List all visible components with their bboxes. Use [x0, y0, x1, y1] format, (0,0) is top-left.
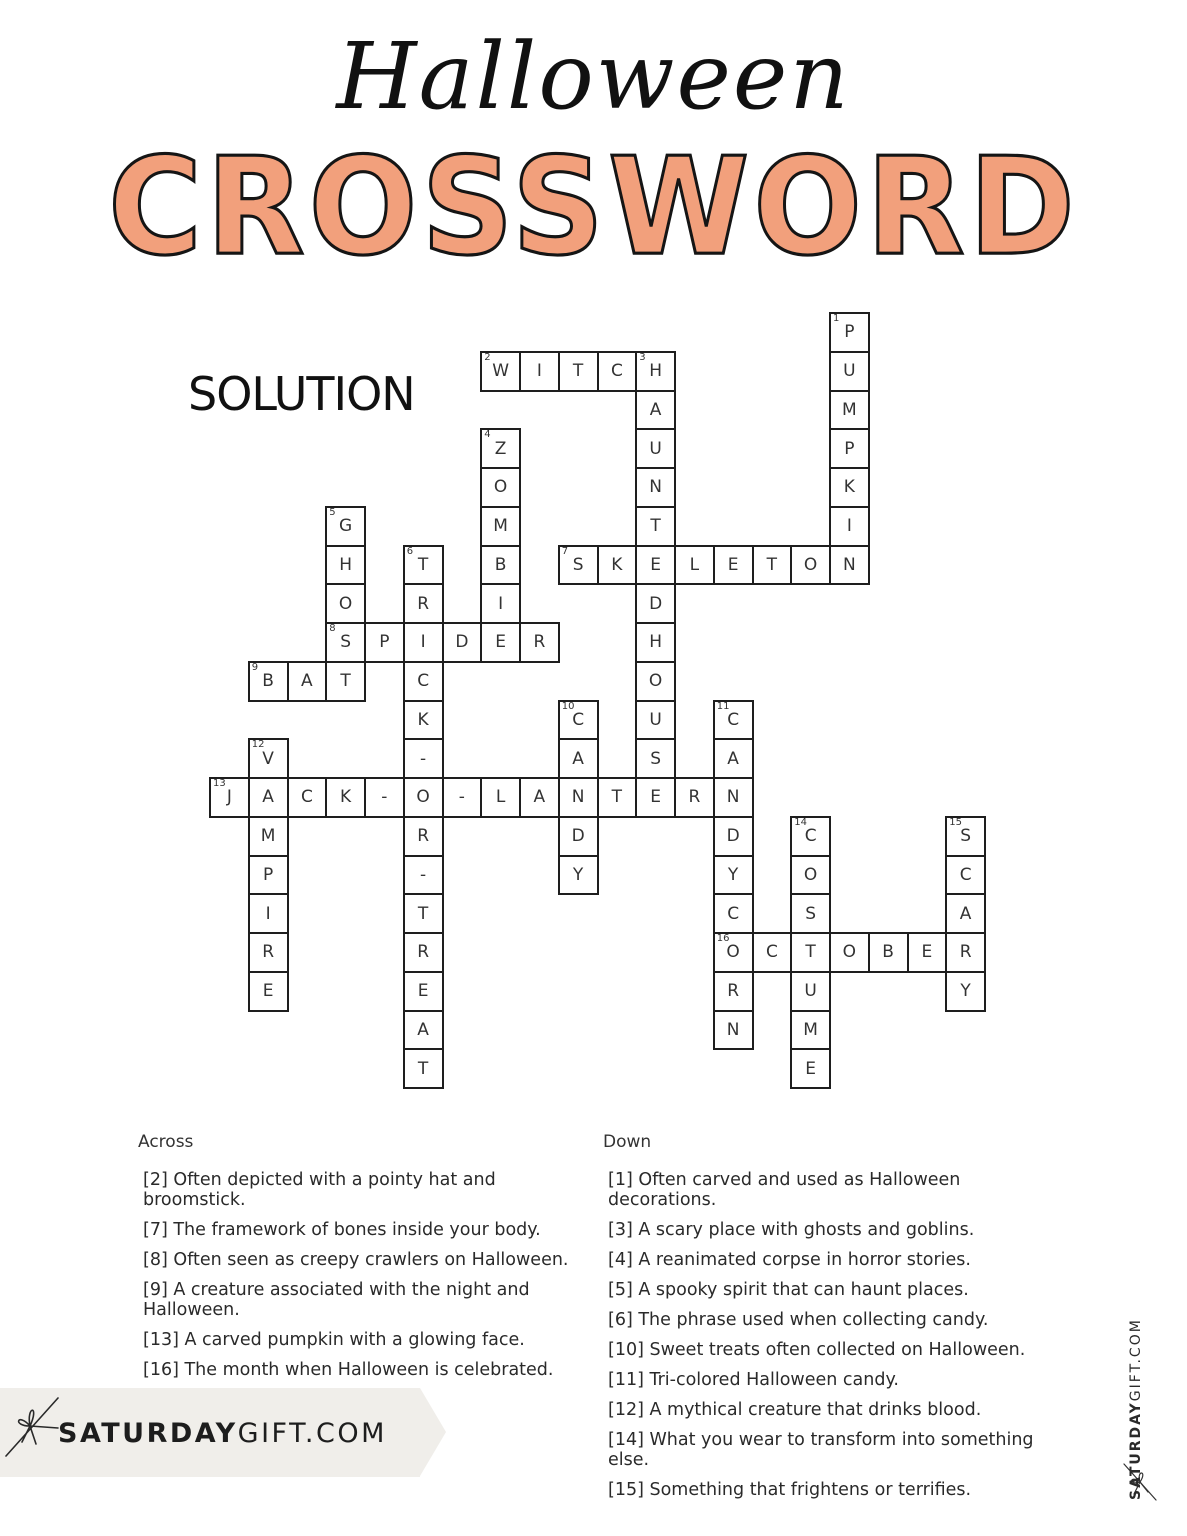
cell-letter: S [650, 748, 662, 769]
grid-cell[interactable] [674, 545, 715, 586]
cell-letter: O [648, 671, 663, 692]
across-clue: [13] A carved pumpkin with a glowing face. [143, 1330, 525, 1350]
cell-letter: C [804, 826, 817, 847]
grid-cell[interactable] [480, 583, 521, 624]
grid-cell[interactable] [907, 932, 948, 973]
grid-cell[interactable] [635, 622, 676, 663]
cell-letter: H [649, 361, 663, 382]
grid-cell[interactable] [480, 351, 521, 392]
grid-cell[interactable] [325, 583, 366, 624]
grid-cell[interactable] [713, 893, 754, 934]
cell-letter: P [379, 632, 390, 653]
grid-cell[interactable] [713, 545, 754, 586]
cell-letter: M [803, 1019, 818, 1040]
grid-cell[interactable] [713, 777, 754, 818]
grid-cell[interactable] [558, 777, 599, 818]
down-clue: [1] Often carved and used as Halloween decorations. [608, 1170, 961, 1210]
grid-cell[interactable] [364, 622, 405, 663]
grid-cell[interactable] [325, 622, 366, 663]
cell-letter: A [301, 671, 313, 692]
grid-cell[interactable] [713, 738, 754, 779]
grid-cell[interactable] [403, 971, 444, 1012]
cell-letter: R [417, 593, 430, 614]
cell-letter: A [649, 399, 662, 420]
grid-cell[interactable] [248, 971, 289, 1012]
grid-cell[interactable] [945, 855, 986, 896]
cell-letter: I [498, 593, 504, 614]
cell-letter: E [650, 554, 661, 575]
cell-letter: N [726, 787, 740, 808]
clue-number: 2 [484, 351, 491, 363]
grid-cell[interactable] [403, 700, 444, 741]
grid-cell[interactable] [248, 893, 289, 934]
grid-cell[interactable] [480, 467, 521, 508]
cell-letter: I [846, 516, 852, 537]
cell-letter: N [571, 787, 585, 808]
down-clues [603, 1130, 1048, 1510]
clue-number: 1 [833, 313, 840, 324]
grid-cell[interactable] [713, 816, 754, 857]
grid-cell[interactable] [945, 932, 986, 973]
cell-letter: S [572, 554, 584, 575]
grid-cell[interactable] [752, 932, 793, 973]
cell-letter: B [882, 942, 894, 963]
cell-letter: E [727, 554, 739, 575]
clue-number: 15 [949, 816, 962, 828]
grid-cell[interactable] [790, 816, 831, 857]
cell-letter: O [726, 942, 740, 963]
grid-cell[interactable] [403, 545, 444, 586]
cell-letter: R [262, 942, 275, 963]
cell-letter: N [726, 1019, 740, 1040]
grid-cell[interactable] [403, 738, 444, 779]
across-clues [138, 1130, 583, 1390]
grid-cell[interactable] [674, 777, 715, 818]
cell-letter: D [649, 593, 663, 614]
main-title: CROSSWORD [108, 129, 1079, 286]
cell-letter: O [803, 864, 818, 885]
grid-cell[interactable] [480, 622, 521, 663]
cell-letter: H [649, 632, 663, 653]
cell-letter: M [493, 516, 508, 537]
grid-cell[interactable] [403, 816, 444, 857]
cell-letter: A [533, 787, 546, 808]
grid-cell[interactable] [713, 1010, 754, 1051]
cell-letter: I [536, 361, 542, 382]
cell-letter: T [417, 1058, 429, 1079]
side-watermark-bold: SATURDAY [1128, 1401, 1144, 1500]
grid-cell[interactable] [713, 971, 754, 1012]
grid-cell[interactable] [945, 893, 986, 934]
cell-letter: Y [572, 864, 584, 885]
grid-cell[interactable] [635, 661, 676, 702]
grid-cell[interactable] [287, 661, 328, 702]
cell-letter: C [610, 361, 623, 382]
cell-letter: A [417, 1019, 429, 1040]
grid-cell[interactable] [248, 661, 289, 702]
cell-letter: T [650, 516, 661, 537]
cell-letter: R [959, 942, 972, 963]
grid-cell[interactable] [403, 661, 444, 702]
grid-cell[interactable] [597, 545, 638, 586]
cell-letter: C [765, 942, 778, 963]
cell-letter: I [265, 903, 271, 924]
cell-letter: T [417, 903, 429, 924]
grid-cell[interactable] [442, 622, 483, 663]
cell-letter: J [226, 787, 232, 808]
cell-letter: C [727, 903, 740, 924]
grid-cell[interactable] [519, 622, 560, 663]
cell-letter: P [844, 438, 855, 459]
down-clue: [15] Something that frightens or terrifies. [608, 1480, 972, 1500]
cell-letter: S [805, 903, 817, 924]
cell-letter: T [611, 787, 623, 808]
grid-cell[interactable] [558, 855, 599, 896]
grid-cell[interactable] [868, 932, 909, 973]
cell-letter: M [842, 399, 857, 420]
cell-letter: B [494, 554, 507, 575]
cell-letter: U [843, 361, 856, 382]
cell-letter: A [959, 903, 972, 924]
clue-number: 12 [251, 739, 265, 751]
grid-cell[interactable] [635, 545, 676, 586]
cell-letter: Y [960, 981, 971, 1002]
cell-letter: R [417, 826, 430, 847]
clue-number: 16 [716, 933, 730, 944]
grid-cell[interactable] [597, 351, 638, 392]
grid-cell[interactable] [635, 428, 676, 469]
cell-letter: B [262, 671, 274, 692]
cell-letter: P [262, 864, 274, 885]
cell-letter: T [340, 671, 351, 692]
down-heading: Down [603, 1132, 652, 1152]
cell-letter: C [959, 864, 972, 885]
grid-cell[interactable] [558, 738, 599, 779]
across-clue: [2] Often depicted with a pointy hat and broomstick. [143, 1170, 496, 1210]
cell-letter: U [649, 438, 662, 459]
cell-letter: O [842, 942, 857, 963]
side-watermark-light: GIFT.COM [1128, 1318, 1144, 1402]
cell-letter: D [726, 826, 740, 847]
cell-letter: G [339, 516, 353, 537]
cell-letter: O [803, 554, 818, 575]
clue-number: 6 [406, 545, 414, 557]
grid-cell[interactable] [480, 506, 521, 547]
grid-cell[interactable] [403, 1010, 444, 1051]
grid-cell[interactable] [403, 622, 444, 663]
grid-cell[interactable] [829, 312, 870, 353]
grid-cell[interactable] [325, 661, 366, 702]
clue-number: 9 [251, 661, 259, 673]
cell-letter: E [495, 632, 506, 653]
grid-cell[interactable] [945, 816, 986, 857]
cell-letter: U [649, 709, 662, 730]
grid-cell[interactable] [635, 777, 676, 818]
cell-letter: T [805, 942, 816, 963]
grid-cell[interactable] [635, 506, 676, 547]
grid-cell[interactable] [403, 1048, 444, 1089]
clue-number: 7 [561, 545, 569, 557]
grid-cell[interactable] [519, 351, 560, 392]
clue-number: 14 [794, 816, 807, 828]
down-clue: [10] Sweet treats often collected on Halloween. [608, 1340, 1026, 1360]
clue-number: 13 [213, 778, 226, 789]
cell-letter: O [493, 477, 508, 498]
brand-logo-bold: SATURDAY [58, 1418, 238, 1449]
grid-cell[interactable] [790, 893, 831, 934]
cell-letter: W [492, 361, 510, 382]
grid-cell[interactable] [558, 545, 599, 586]
cell-letter: K [417, 709, 429, 730]
grid-cell[interactable] [403, 583, 444, 624]
brand-logo [58, 1418, 387, 1450]
cell-letter: C [727, 709, 740, 730]
grid-cell[interactable] [829, 390, 870, 431]
grid-cell[interactable] [790, 1010, 831, 1051]
grid-cell[interactable] [325, 506, 366, 547]
cell-letter: C [417, 671, 430, 692]
down-clue: [4] A reanimated corpse in horror stories. [608, 1250, 971, 1270]
grid-cell[interactable] [635, 467, 676, 508]
grid-cell[interactable] [209, 777, 250, 818]
grid-cell[interactable] [558, 816, 599, 857]
grid-cell[interactable] [829, 428, 870, 469]
grid-cell[interactable] [287, 777, 328, 818]
cell-letter: E [650, 787, 661, 808]
cell-letter: L [689, 554, 700, 575]
cell-letter: S [960, 826, 972, 847]
cell-letter: M [260, 826, 276, 847]
cell-letter: U [804, 981, 817, 1002]
grid-cell[interactable] [829, 545, 870, 586]
cell-letter: R [688, 787, 701, 808]
down-clue: [12] A mythical creature that drinks blood. [608, 1400, 982, 1420]
grid-cell[interactable] [790, 1048, 831, 1089]
script-title: Halloween [336, 23, 851, 130]
cell-letter: N [649, 477, 662, 498]
grid-cell[interactable] [829, 932, 870, 973]
down-clue: [3] A scary place with ghosts and goblins. [608, 1220, 975, 1240]
grid-cell[interactable] [635, 700, 676, 741]
grid-cell[interactable] [403, 932, 444, 973]
cell-letter: V [262, 748, 274, 769]
cell-letter: E [921, 942, 933, 963]
cell-letter: H [339, 554, 353, 575]
cell-letter: P [844, 322, 855, 343]
cell-letter: N [843, 554, 856, 575]
cell-letter: L [495, 787, 506, 808]
grid-cell[interactable] [713, 932, 754, 973]
grid-cell[interactable] [597, 777, 638, 818]
cell-letter: O [338, 593, 353, 614]
cell-letter: K [340, 787, 352, 808]
cell-letter: - [420, 864, 427, 885]
grid-cell[interactable] [713, 855, 754, 896]
grid-cell[interactable] [829, 506, 870, 547]
grid-cell[interactable] [945, 971, 986, 1012]
grid-cell[interactable] [403, 777, 444, 818]
cell-letter: E [805, 1058, 816, 1079]
down-clue: [6] The phrase used when collecting candy. [608, 1310, 989, 1330]
grid-cell[interactable] [248, 777, 289, 818]
grid-cell[interactable] [790, 932, 831, 973]
across-clue: [16] The month when Halloween is celebrated. [143, 1360, 554, 1380]
grid-cell[interactable] [829, 467, 870, 508]
cell-letter: E [262, 981, 274, 1002]
grid-cell[interactable] [442, 777, 483, 818]
cell-letter: E [417, 981, 429, 1002]
cell-letter: Y [727, 864, 739, 885]
grid-cell[interactable] [752, 545, 793, 586]
grid-cell[interactable] [635, 583, 676, 624]
grid-cell[interactable] [635, 351, 676, 392]
grid-cell[interactable] [829, 351, 870, 392]
grid-cell[interactable] [248, 855, 289, 896]
cell-letter: T [766, 554, 778, 575]
clue-number: 8 [329, 623, 336, 634]
grid-cell[interactable] [403, 893, 444, 934]
across-heading: Across [138, 1132, 194, 1152]
grid-cell[interactable] [248, 816, 289, 857]
grid-cell[interactable] [635, 390, 676, 431]
cell-letter: R [727, 981, 740, 1002]
cell-letter: - [458, 787, 465, 808]
down-clue: [5] A spooky spirit that can haunt places. [608, 1280, 969, 1300]
cell-letter: - [381, 787, 388, 808]
cell-letter: A [727, 748, 739, 769]
clue-number: 5 [329, 506, 336, 518]
grid-cell[interactable] [480, 545, 521, 586]
cell-letter: I [420, 632, 426, 653]
grid-cell[interactable] [248, 738, 289, 779]
grid-cell[interactable] [790, 545, 831, 586]
down-clue: [11] Tri-colored Halloween candy. [608, 1370, 899, 1390]
grid-cell[interactable] [480, 428, 521, 469]
cell-letter: T [572, 361, 584, 382]
cell-letter: A [262, 787, 274, 808]
cell-letter: D [455, 632, 469, 653]
brand-logo-light: GIFT.COM [237, 1418, 387, 1449]
cell-letter: C [300, 787, 313, 808]
grid-cell[interactable] [713, 700, 754, 741]
cell-letter: Z [494, 438, 507, 459]
cell-letter: A [572, 748, 584, 769]
grid-cell[interactable] [635, 738, 676, 779]
across-clue: [7] The framework of bones inside your body. [143, 1220, 541, 1240]
grid-cell[interactable] [558, 351, 599, 392]
grid-cell[interactable] [790, 971, 831, 1012]
down-clue: [14] What you wear to transform into something else. [608, 1430, 1034, 1470]
cell-letter: K [843, 477, 855, 498]
grid-cell[interactable] [519, 777, 560, 818]
grid-cell[interactable] [364, 777, 405, 818]
clue-number: 11 [716, 700, 730, 712]
grid-cell[interactable] [790, 855, 831, 896]
cell-letter: C [572, 709, 585, 730]
cell-letter: D [571, 826, 585, 847]
cell-letter: T [417, 554, 429, 575]
cell-letter: - [420, 748, 427, 769]
grid-cell[interactable] [480, 777, 521, 818]
cell-letter: R [417, 942, 430, 963]
side-watermark [1128, 1318, 1144, 1500]
grid-cell[interactable] [248, 932, 289, 973]
clue-number: 4 [484, 429, 491, 441]
across-clue: [9] A creature associated with the night and Halloween. [143, 1280, 530, 1320]
solution-label: SOLUTION [188, 367, 415, 421]
cell-letter: S [340, 632, 352, 653]
cell-letter: O [416, 787, 430, 808]
grid-cell[interactable] [403, 855, 444, 896]
grid-cell[interactable] [325, 545, 366, 586]
grid-cell[interactable] [325, 777, 366, 818]
clue-number: 10 [561, 700, 575, 712]
across-clue: [8] Often seen as creepy crawlers on Halloween. [143, 1250, 569, 1270]
grid-cell[interactable] [558, 700, 599, 741]
cell-letter: K [611, 554, 623, 575]
clue-number: 3 [639, 351, 646, 363]
cell-letter: R [533, 632, 546, 653]
ribbon-bow-icon [4, 1396, 60, 1458]
